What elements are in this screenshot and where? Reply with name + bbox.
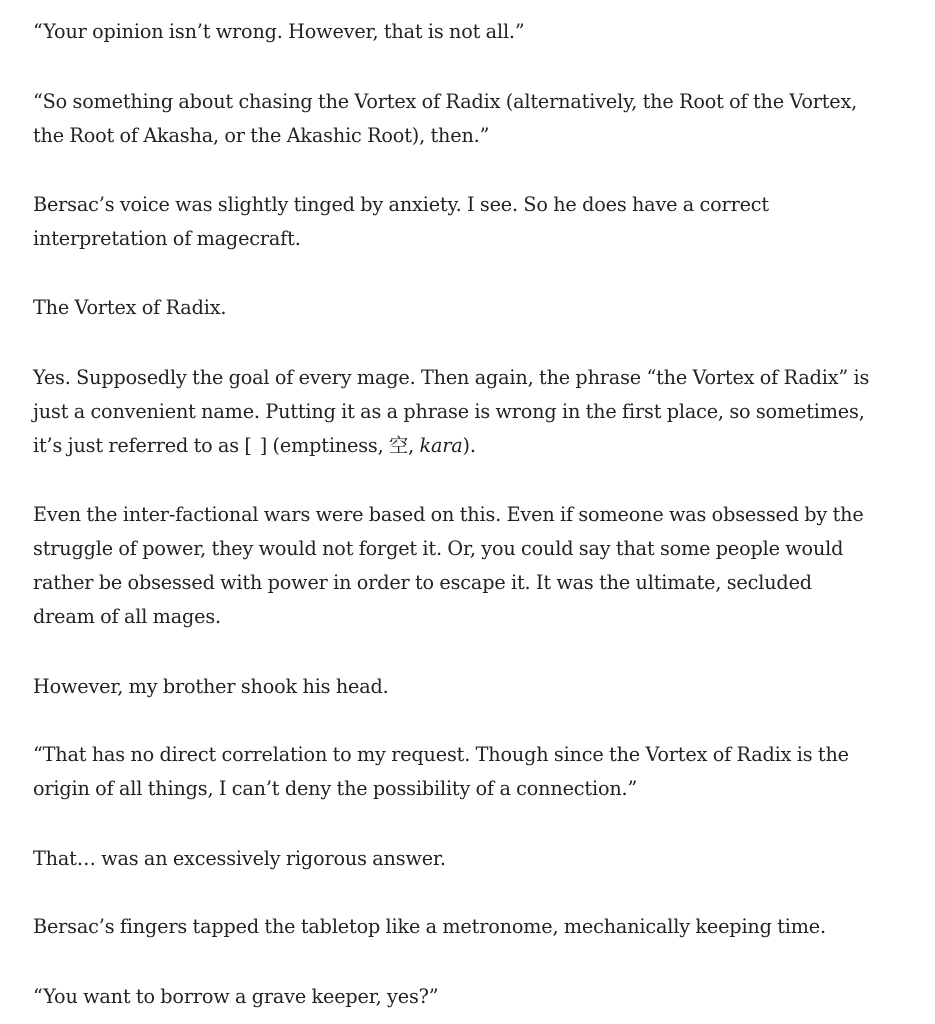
- text-line: Even the inter-factional wars were based on this. Even if someone was obsessed by the: [33, 503, 864, 526]
- text-line: “Your opinion isn’t wrong. However, that is not all.”: [33, 20, 525, 43]
- text-fragment: (emptiness, 空,: [267, 434, 420, 457]
- text-line: Yes. Supposedly the goal of every mage. Then again, the phrase “the Vortex of Radix” is: [33, 366, 870, 389]
- paragraph: [33, 498, 864, 634]
- text-line: interpretation of magecraft.: [33, 227, 301, 250]
- text-line: However, my brother shook his head.: [33, 675, 389, 698]
- text-line: “So something about chasing the Vortex of Radix (alternatively, the Root of the Vortex,: [33, 90, 858, 113]
- text-fragment: it’s just referred to as [: [33, 434, 252, 457]
- text-fragment: ).: [462, 434, 476, 457]
- paragraph: [33, 910, 826, 944]
- text-line: just a convenient name. Putting it as a phrase is wrong in the first place, so sometimes,: [33, 400, 865, 423]
- text-line: the Root of Akasha, or the Akashic Root), then.”: [33, 124, 490, 147]
- paragraph: [33, 670, 389, 704]
- paragraph: [33, 15, 525, 49]
- text-line: “That has no direct correlation to my request. Though since the Vortex of Radix is the: [33, 743, 849, 766]
- text-line: That… was an excessively rigorous answer.: [33, 847, 446, 870]
- text-line: dream of all mages.: [33, 605, 221, 628]
- text-line: rather be obsessed with power in order to escape it. It was the ultimate, secluded: [33, 571, 812, 594]
- italic-term: kara: [419, 434, 463, 457]
- paragraph: [33, 980, 438, 1014]
- paragraph: [33, 291, 226, 325]
- text-line: origin of all things, I can’t deny the possibility of a connection.”: [33, 777, 638, 800]
- text-fragment: ]: [259, 434, 268, 457]
- text-line: Bersac’s fingers tapped the tabletop like a metronome, mechanically keeping time.: [33, 915, 826, 938]
- paragraph: [33, 361, 869, 463]
- paragraph: [33, 842, 446, 876]
- text-line: [33, 429, 869, 463]
- text-line: struggle of power, they would not forget it. Or, you could say that some people would: [33, 537, 844, 560]
- paragraph: [33, 738, 849, 806]
- text-line: Bersac’s voice was slightly tinged by anxiety. I see. So he does have a correct: [33, 193, 769, 216]
- paragraph: [33, 188, 769, 256]
- text-line: “You want to borrow a grave keeper, yes?”: [33, 985, 439, 1008]
- text-line: The Vortex of Radix.: [33, 296, 227, 319]
- paragraph: [33, 85, 857, 153]
